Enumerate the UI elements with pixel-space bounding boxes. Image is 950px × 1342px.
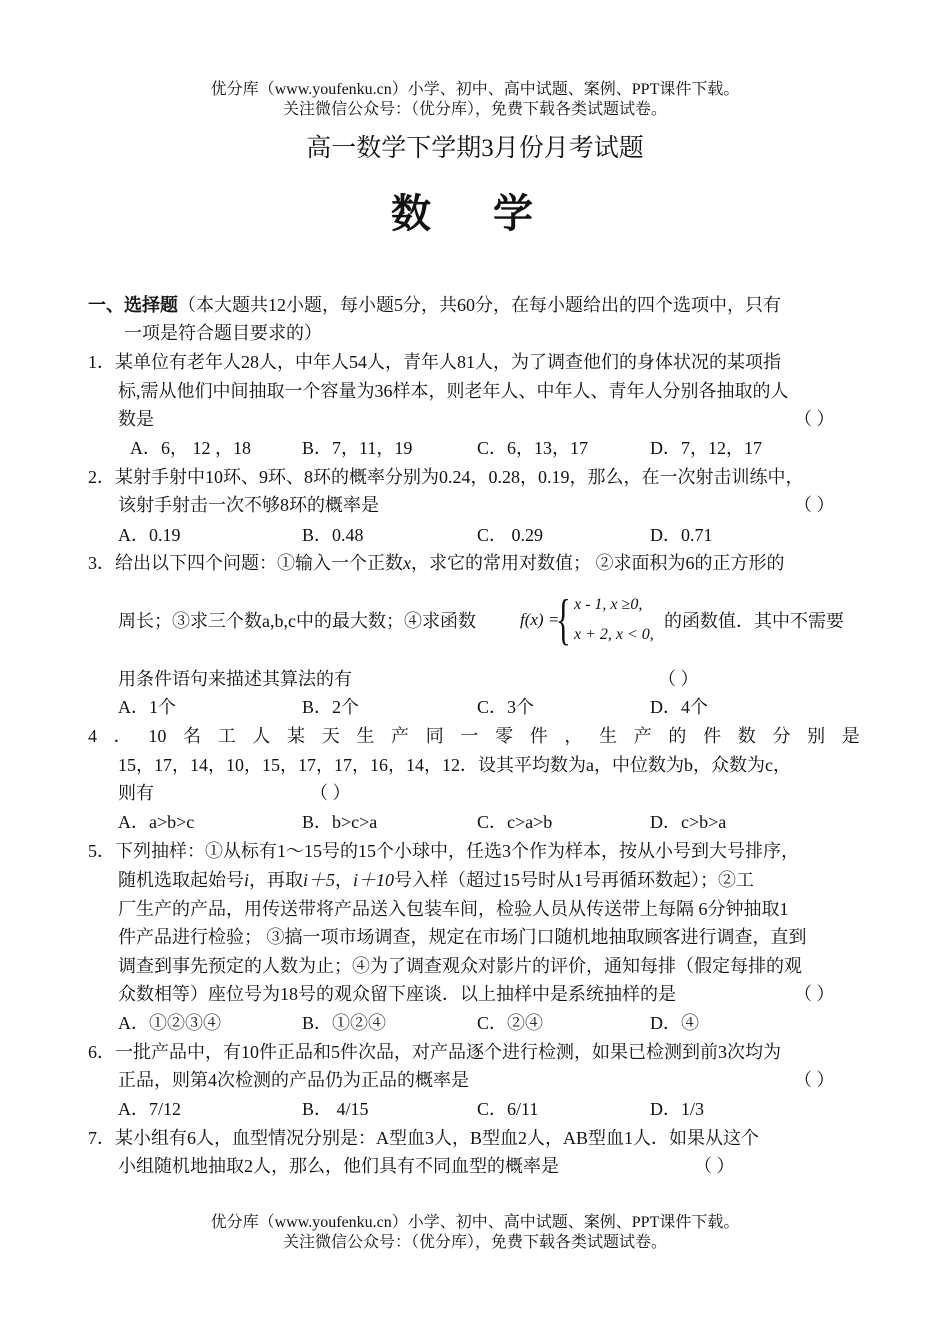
q3-answer-paren: （ ） bbox=[658, 669, 699, 689]
q4-word: ． bbox=[113, 726, 132, 746]
q4-line-1 bbox=[88, 725, 860, 747]
q6-option-a: A．7/12 bbox=[118, 1099, 181, 1119]
q2-option-d: D．0.71 bbox=[650, 525, 713, 545]
section-1-desc-2: 一项是符合题目要求的） bbox=[124, 323, 322, 343]
q3-option-b: B．2个 bbox=[302, 697, 360, 717]
q4-line-2: 15，17，14，10，15，17，17，16，14，12．设其平均数为a，中位数为b，众数为c， bbox=[118, 755, 791, 775]
q2-answer-paren: （ ） bbox=[794, 495, 835, 515]
exam-title: 高一数学下学期3月份月考试题 bbox=[306, 135, 644, 162]
q4-option-d: D．c>b>a bbox=[650, 812, 727, 832]
q5-answer-paren: （ ） bbox=[794, 984, 835, 1004]
q4-word: 件 bbox=[529, 726, 548, 746]
q3-line-2-text-b: 的函数值．其中不需要 bbox=[664, 611, 844, 631]
q1-option-c: C．6，13，17 bbox=[477, 438, 589, 458]
q4-word: 产 bbox=[633, 726, 652, 746]
footer-line-2: 关注微信公众号：（优分库），免费下载各类试题试卷。 bbox=[282, 1234, 667, 1251]
q3-option-a: A．1个 bbox=[118, 697, 176, 717]
q5-line-5: 调查到事先预定的人数为止；④为了调查观众对影片的评价，通知每排（假定每排的观 bbox=[118, 956, 802, 976]
q3-line-1-text-b: ，求它的常用对数值； ②求面积为6的正方形的 bbox=[411, 553, 785, 573]
q5-line-2 bbox=[118, 869, 754, 891]
brace-symbol: { bbox=[556, 589, 571, 651]
q4-word: 一 bbox=[460, 726, 479, 746]
q5-option-d: D．④ bbox=[650, 1013, 699, 1033]
q2-option-a: A．0.19 bbox=[118, 525, 181, 545]
header-line-1: 优分库（www.youfenku.cn）小学、初中、高中试题、案例、PPT课件下载。 bbox=[210, 81, 740, 98]
q4-word: 4 bbox=[88, 726, 97, 746]
function-case-1: x - 1, x ≥0, bbox=[574, 596, 643, 613]
q5-line-3: 厂生产的产品，用传送带将产品送入包装车间，检验人员从传送带上每隔 6分钟抽取1 bbox=[118, 899, 789, 919]
q3-line-1 bbox=[88, 552, 785, 574]
q3-option-c: C．3个 bbox=[477, 697, 535, 717]
q4-option-c: C．c>a>b bbox=[477, 812, 553, 832]
q6-line-1: 6．一批产品中，有10件正品和5件次品，对产品逐个进行检测，如果已检测到前3次均为 bbox=[88, 1042, 781, 1062]
q4-word: 同 bbox=[425, 726, 444, 746]
q4-line-3: 则有 bbox=[118, 783, 154, 803]
q3-line-3: 用条件语句来描述其算法的有 bbox=[118, 669, 352, 689]
q4-word: 工 bbox=[217, 726, 236, 746]
q4-word: 别 bbox=[807, 726, 826, 746]
q6-line-2: 正品，则第4次检测的产品仍为正品的概率是 bbox=[118, 1070, 469, 1090]
q6-option-b: B． 4/15 bbox=[302, 1099, 369, 1119]
q1-line-3: 数是 bbox=[118, 409, 154, 429]
q1-line-2: 标,需从他们中间抽取一个容量为36样本，则老年人、中年人、青年人分别各抽取的人 bbox=[118, 381, 789, 401]
q4-word: 数 bbox=[737, 726, 756, 746]
q5-line-2-d: ， bbox=[335, 870, 354, 890]
q4-word: 人 bbox=[252, 726, 271, 746]
function-label: f(x) = bbox=[520, 610, 560, 629]
q5-option-a: A．①②③④ bbox=[118, 1013, 221, 1033]
q5-line-6: 众数相等）座位号为18号的观众留下座谈．以上抽样中是系统抽样的是 bbox=[118, 984, 676, 1004]
q4-word: ， bbox=[564, 726, 583, 746]
q4-option-a: A．a>b>c bbox=[118, 812, 195, 832]
q2-line-1: 2．某射手射中10环、9环、8环的概率分别为0.24，0.28，0.19，那么，在一次射击训练中， bbox=[88, 467, 804, 487]
q2-option-b: B．0.48 bbox=[302, 525, 364, 545]
q4-word: 名 bbox=[183, 726, 202, 746]
q5-line-2-a: 随机选取起始号 bbox=[118, 870, 244, 890]
q4-word: 是 bbox=[841, 726, 860, 746]
footer-line-1: 优分库（www.youfenku.cn）小学、初中、高中试题、案例、PPT课件下载。 bbox=[210, 1214, 740, 1231]
q2-line-2: 该射手射击一次不够8环的概率是 bbox=[118, 495, 379, 515]
q5-option-c: C．②④ bbox=[477, 1013, 544, 1033]
q3-line-1-text-a: 3．给出以下四个问题：①输入一个正数 bbox=[88, 553, 403, 573]
q4-word: 生 bbox=[599, 726, 618, 746]
q4-word: 的 bbox=[668, 726, 687, 746]
q4-answer-paren: （ ） bbox=[310, 783, 351, 803]
section-1-heading bbox=[88, 294, 781, 316]
q5-line-2-f: 号入样（超过15号时从1号再循环数起）；②工 bbox=[394, 870, 755, 890]
q4-option-b: B．b>c>a bbox=[302, 812, 378, 832]
q2-option-c: C． 0.29 bbox=[477, 525, 544, 545]
q6-answer-paren: （ ） bbox=[794, 1070, 835, 1090]
header-line-2: 关注微信公众号：（优分库），免费下载各类试题试卷。 bbox=[282, 101, 667, 118]
function-case-2: x + 2, x < 0, bbox=[574, 626, 654, 643]
section-1-title: 一、选择题 bbox=[88, 295, 178, 315]
q3-line-2-text-a: 周长；③求三个数a,b,c中的最大数；④求函数 bbox=[118, 611, 476, 631]
q5-var-i: i bbox=[244, 870, 250, 890]
q6-option-d: D．1/3 bbox=[650, 1099, 704, 1119]
q7-line-1: 7．某小组有6人，血型情况分别是：A型血3人，B型血2人，AB型血1人．如果从这个 bbox=[88, 1128, 760, 1148]
q4-word: 某 bbox=[287, 726, 306, 746]
q4-word: 件 bbox=[703, 726, 722, 746]
q5-option-b: B．①②④ bbox=[302, 1013, 387, 1033]
q1-option-b: B．7，11，19 bbox=[302, 438, 413, 458]
q5-expr-1: i＋5 bbox=[303, 870, 336, 890]
section-1-desc: （本大题共12小题，每小题5分，共60分，在每小题给出的四个选项中，只有 bbox=[178, 295, 781, 315]
q3-var-x: x bbox=[403, 553, 411, 573]
q6-option-c: C．6/11 bbox=[477, 1099, 539, 1119]
q4-word: 天 bbox=[321, 726, 340, 746]
q4-word: 10 bbox=[148, 726, 167, 746]
q5-line-2-b: ，再取 bbox=[249, 870, 304, 890]
q4-word: 生 bbox=[356, 726, 375, 746]
q4-word: 产 bbox=[391, 726, 410, 746]
q5-line-4: 件产品进行检验； ③搞一项市场调查，规定在市场门口随机地抽取顾客进行调查，直到 bbox=[118, 927, 807, 947]
q5-expr-2: i＋10 bbox=[353, 870, 395, 890]
q1-line-1: 1．某单位有老年人28人，中年人54人，青年人81人，为了调查他们的身体状况的某项指 bbox=[88, 352, 781, 372]
q1-option-a: A．6， 12 ，18 bbox=[130, 438, 251, 458]
q4-word: 分 bbox=[772, 726, 791, 746]
q1-answer-paren: （ ） bbox=[794, 409, 835, 429]
exam-subject: 数 学 bbox=[391, 191, 559, 236]
piecewise-function bbox=[516, 589, 666, 654]
q3-option-d: D．4个 bbox=[650, 697, 708, 717]
q1-option-d: D．7，12，17 bbox=[650, 438, 762, 458]
q7-answer-paren: （ ） bbox=[694, 1156, 735, 1176]
q4-word: 零 bbox=[495, 726, 514, 746]
q7-line-2: 小组随机地抽取2人，那么，他们具有不同血型的概率是 bbox=[118, 1156, 559, 1176]
q5-line-1: 5．下列抽样：①从标有1～15号的15个小球中，任选3个作为样本，按从小号到大号排序， bbox=[88, 841, 799, 861]
